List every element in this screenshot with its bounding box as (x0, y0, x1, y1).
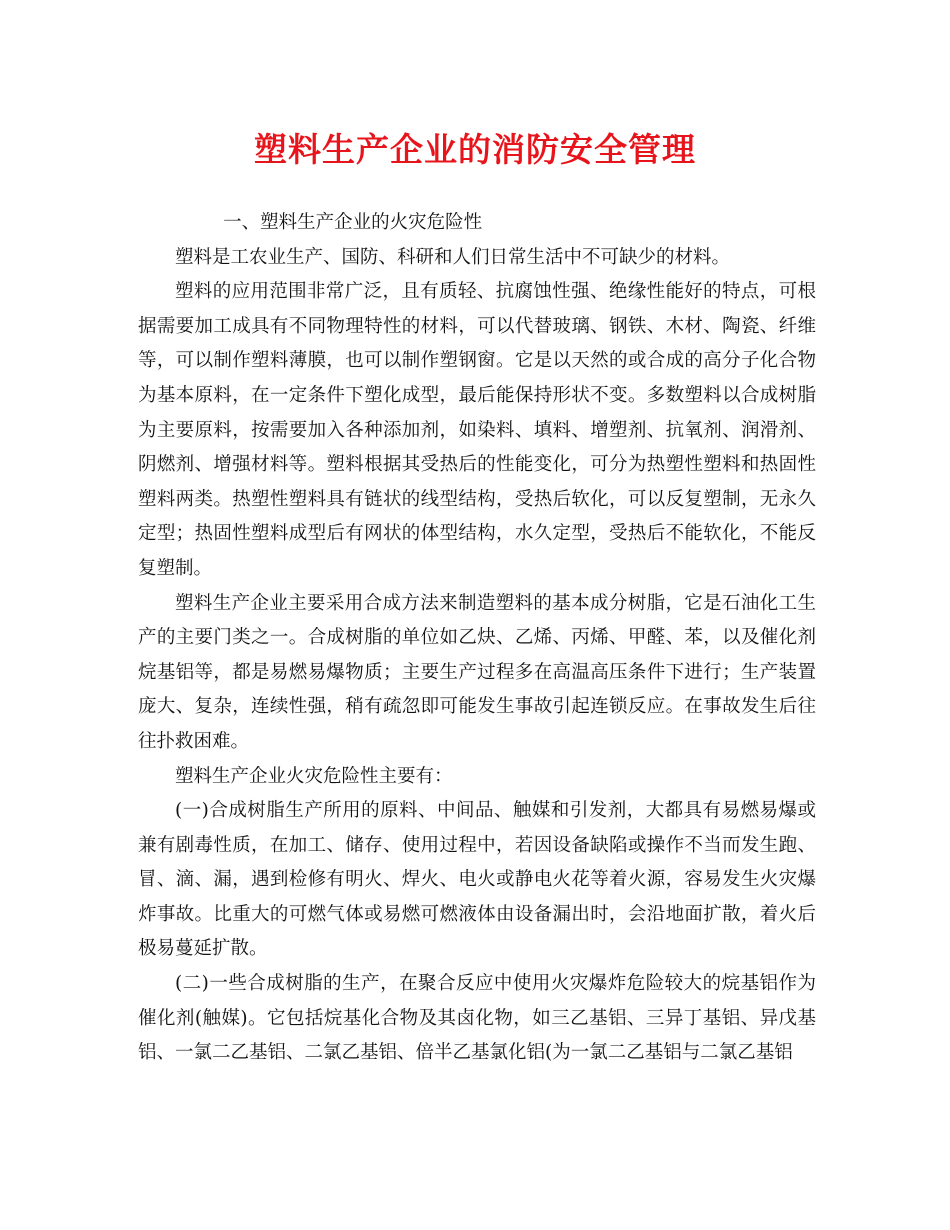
document-body (138, 206, 816, 1071)
paragraph: 塑料生产企业主要采用合成方法来制造塑料的基本成分树脂，它是石油化工生产的主要门类之一。合成树脂的单位如乙炔、乙烯、丙烯、甲醛、苯，以及催化剂烷基铝等，都是易燃易爆物质；主要生产过程多在高温高压条件下进行；生产装置庞大、复杂，连续性强，稍有疏忽即可能发生事故引起连锁反应。在事故发生后往往扑救困难。 (138, 592, 816, 752)
section-heading: 一、塑料生产企业的火灾危险性 (223, 212, 483, 233)
paragraph: (一)合成树脂生产所用的原料、中间品、触媒和引发剂，大都具有易燃易爆或兼有剧毒性质，在加工、储存、使用过程中，若因设备缺陷或操作不当而发生跑、冒、滴、漏，遇到检修有明火、焊火、电火或静电火花等着火源，容易发生火灾爆炸事故。比重大的可燃气体或易燃可燃液体由设备漏出时，会沿地面扩散，着火后极易蔓延扩散。 (138, 800, 816, 960)
paragraph: 塑料生产企业火灾危险性主要有： (175, 765, 453, 787)
paragraph: 塑料是工农业生产、国防、科研和人们日常生活中不可缺少的材料。 (175, 246, 731, 268)
document-title: 塑料生产企业的消防安全管理 (254, 130, 696, 169)
paragraph: 塑料的应用范围非常广泛，且有质轻、抗腐蚀性强、绝缘性能好的特点，可根据需要加工成具有不同物理特性的材料，可以代替玻璃、钢铁、木材、陶瓷、纤维等，可以制作塑料薄膜，也可以制作塑钢窗。它是以天然的或合成的高分子化合物为基本原料，在一定条件下塑化成型，最后能保持形状不变。多数塑料以合成树脂为主要原料，按需要加入各种添加剂，如染料、填料、增塑剂、抗氧剂、润滑剂、阴燃剂、增强材料等。塑料根据其受热后的性能变化，可分为热塑性塑料和热固性塑料两类。热塑性塑料具有链状的线型结构，受热后软化，可以反复塑制，无永久定型；热固性塑料成型后有网状的体型结构，水久定型，受热后不能软化，不能反复塑制。 (138, 281, 816, 579)
paragraph: (二)一些合成树脂的生产，在聚合反应中使用火灾爆炸危险较大的烷基铝作为催化剂(触媒)。它包括烷基化合物及其卤化物，如三乙基铝、三异丁基铝、异戊基铝、一氯二乙基铝、二氯乙基铝、倍半乙基氯化铝(为一氯二乙基铝与二氯乙基铝 (138, 973, 816, 1064)
